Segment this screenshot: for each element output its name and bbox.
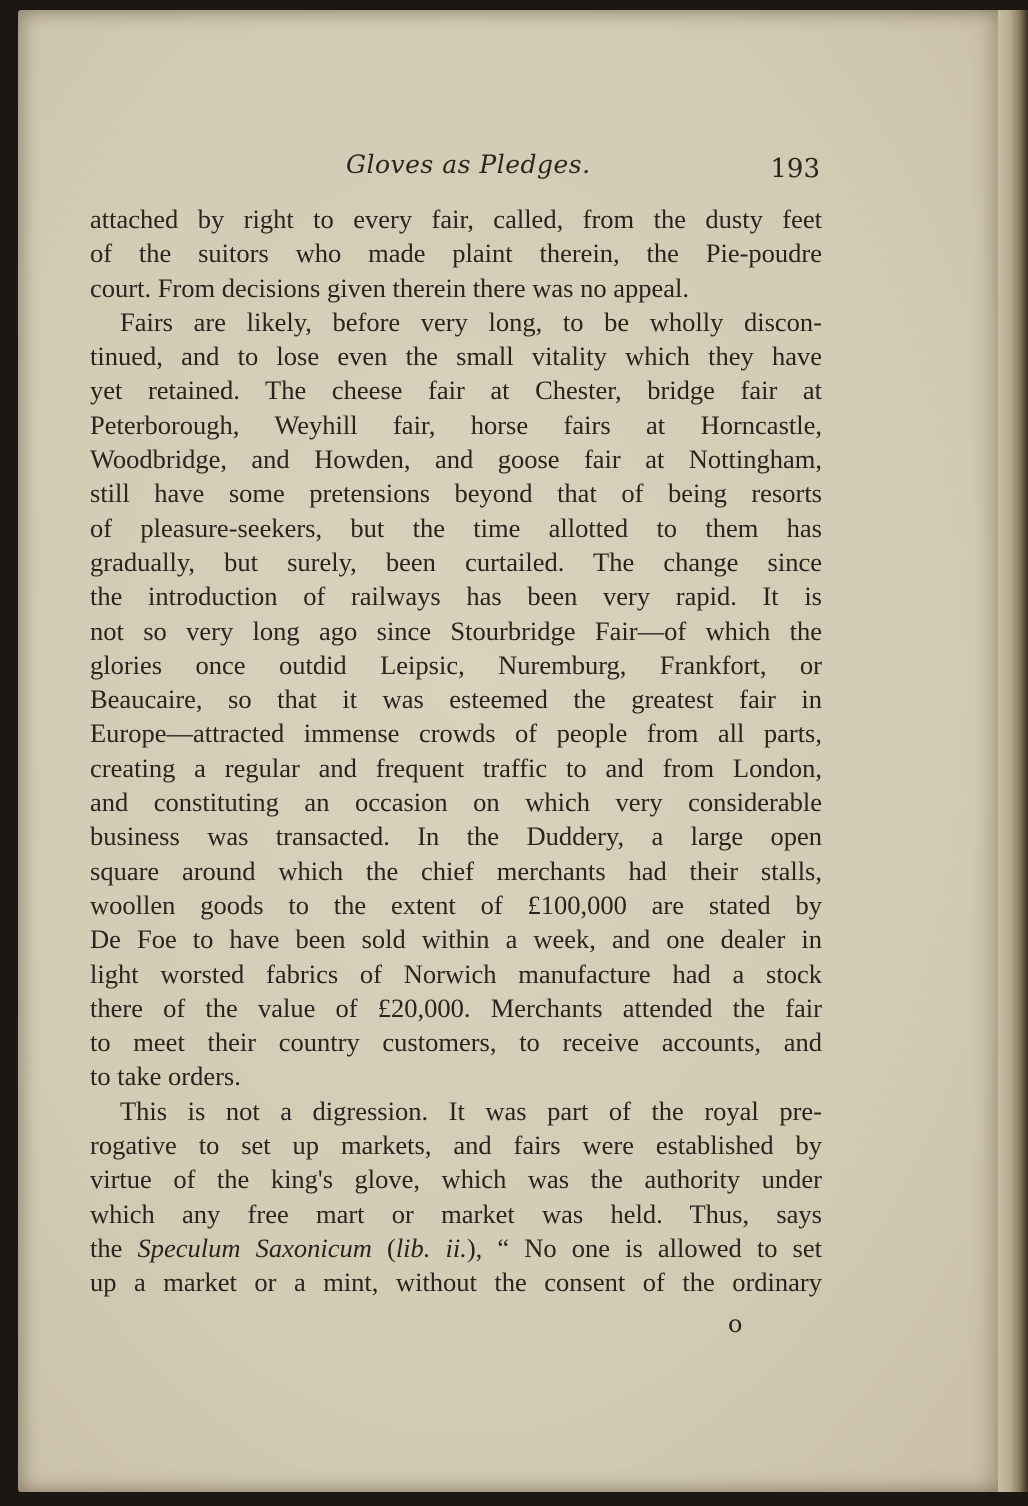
text-line: up a market or a mint, without the consent of the ordinary <box>90 1267 822 1298</box>
text-line: woollen goods to the extent of £100,000 are stated by <box>90 889 822 920</box>
text-line: creating a regular and frequent traffic to and from London, <box>90 752 822 783</box>
italic-title: Speculum Saxonicum <box>137 1232 372 1263</box>
running-title: Gloves as Pledges. <box>346 150 591 179</box>
text-line: not so very long ago since Stourbridge Fair—of which the <box>90 615 822 646</box>
text-line: rogative to set up markets, and fairs were established by <box>90 1130 822 1161</box>
text-fragment: ( <box>371 1232 396 1263</box>
text-line: Fairs are likely, before very long, to be wholly discon- <box>120 306 822 337</box>
text-line: of the suitors who made plaint therein, the Pie-poudre <box>90 238 822 269</box>
text-line: business was transacted. In the Duddery, a large open <box>90 821 822 852</box>
text-line: court. From decisions given therein there was no appeal. <box>90 272 690 303</box>
page-edge <box>998 10 1028 1492</box>
text-line: which any free mart or market was held. Thus, says <box>90 1198 822 1229</box>
text-line: yet retained. The cheese fair at Chester, bridge fair at <box>90 375 822 406</box>
text-line: the introduction of railways has been very rapid. It is <box>90 581 822 612</box>
text-line: of pleasure-seekers, but the time allotted to them has <box>90 512 822 543</box>
text-line: Beaucaire, so that it was esteemed the greatest fair in <box>90 684 822 715</box>
text-line: This is not a digression. It was part of the royal pre- <box>120 1095 822 1126</box>
text-fragment: the <box>90 1232 138 1263</box>
text-line: gradually, but surely, been curtailed. The change since <box>90 546 822 577</box>
text-line: to meet their country customers, to receive accounts, and <box>90 1027 822 1058</box>
italic-reference: lib. ii. <box>395 1232 467 1263</box>
text-line-with-italics <box>90 1231 822 1265</box>
text-line: and constituting an occasion on which very considerable <box>90 787 822 818</box>
text-line: tinued, and to lose even the small vitality which they have <box>90 341 822 372</box>
page-number: 193 <box>770 154 820 184</box>
text-line: there of the value of £20,000. Merchants attended the fair <box>90 992 822 1023</box>
text-line: attached by right to every fair, called, from the dusty feet <box>90 204 822 234</box>
text-line: Europe—attracted immense crowds of people from all parts, <box>90 718 822 749</box>
text-line: glories once outdid Leipsic, Nuremburg, Frankfort, or <box>90 649 822 680</box>
paragraph-1 <box>90 202 822 305</box>
text-fragment: ), “ No one is allowed to set <box>466 1232 822 1263</box>
paragraph-2 <box>90 305 822 1094</box>
text-line: Peterborough, Weyhill fair, horse fairs at Horncastle, <box>90 409 822 440</box>
text-line: virtue of the king's glove, which was the authority under <box>90 1164 822 1195</box>
signature-mark: o <box>728 1310 743 1338</box>
text-line: Woodbridge, and Howden, and goose fair at Nottingham, <box>90 444 822 475</box>
text-line: light worsted fabrics of Norwich manufacture had a stock <box>90 958 822 989</box>
text-line: De Foe to have been sold within a week, and one dealer in <box>90 924 822 955</box>
page-header <box>88 150 828 190</box>
body-text <box>90 202 822 1300</box>
paragraph-3 <box>90 1094 822 1300</box>
text-line: to take orders. <box>90 1061 241 1092</box>
text-line: still have some pretensions beyond that of being resorts <box>90 478 822 509</box>
text-line: square around which the chief merchants had their stalls, <box>90 855 822 886</box>
